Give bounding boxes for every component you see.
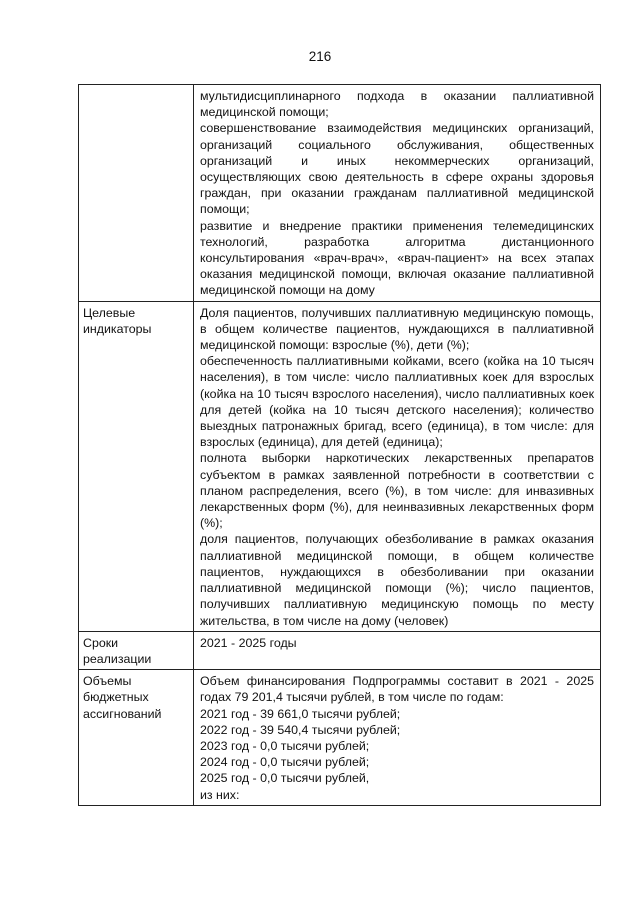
content-paragraph: 2023 год - 0,0 тысячи рублей; — [200, 738, 370, 753]
table-row — [79, 670, 601, 806]
content-paragraph: 2021 - 2025 годы — [200, 635, 297, 650]
row-label: Объемы бюджетных ассигнований — [79, 670, 194, 806]
content-paragraph: из них: — [200, 787, 240, 802]
row-content — [194, 85, 601, 302]
content-paragraph: Доля пациентов, получивших паллиативную медицинскую помощь, в общем количестве пациентов, нуждающихся в паллиативной медицинской помощи: взрослые (%), дети (%); — [200, 305, 594, 353]
content-paragraph: 2022 год - 39 540,4 тысячи рублей; — [200, 722, 401, 737]
table-row — [79, 85, 601, 302]
content-paragraph: 2025 год - 0,0 тысячи рублей, — [200, 771, 370, 786]
content-paragraph: Объем финансирования Подпрограммы составит в 2021 - 2025 годах 79 201,4 тысячи рублей, в том числе по годам: — [200, 674, 594, 705]
content-paragraph: 2024 год - 0,0 тысячи рублей; — [200, 755, 370, 770]
content-paragraph: полнота выборки наркотических лекарственных препаратов субъектом в рамках заявленной потребности в соответствии с планом распределения, всего (%), в том числе: для инвазивных лекарственных форм (%), для неинвазивных лекарственных форм (%); — [200, 451, 594, 531]
row-label: Сроки реализации — [79, 631, 194, 669]
table-row — [79, 301, 601, 631]
row-content — [194, 301, 601, 631]
row-content — [194, 670, 601, 806]
content-paragraph: доля пациентов, получающих обезболивание в рамках оказания паллиативной медицинской помощи, в общем количестве пациентов, нуждающихся в обезболивании при оказании паллиативной медицинской помощи (%); число пациентов, получивших паллиативную медицинскую помощь по месту жительства, в том числе на дому (человек) — [200, 532, 594, 628]
program-passport-table — [78, 84, 601, 806]
content-paragraph: развитие и внедрение практики применения телемедицинских технологий, разработка алгоритма дистанционного консультирования «врач-врач», «врач-пациент» на всех этапах оказания медицинской помощи, включая оказание паллиативной медицинской помощи на дому — [200, 218, 594, 298]
table-row — [79, 631, 601, 669]
row-content — [194, 631, 601, 669]
page-number: 216 — [308, 49, 332, 64]
content-paragraph: 2021 год - 39 661,0 тысячи рублей; — [200, 706, 401, 721]
content-paragraph: мультидисциплинарного подхода в оказании паллиативной медицинской помощи; — [200, 89, 594, 120]
row-label — [79, 85, 194, 302]
row-label: Целевые индикаторы — [79, 301, 194, 631]
content-paragraph: совершенствование взаимодействия медицинских организаций, организаций социального обслуживания, общественных организаций и иных некоммерческих организаций, осуществляющих свою деятельность в сфере охраны здоровья граждан, при оказании гражданам паллиативной медицинской помощи; — [200, 121, 594, 217]
content-paragraph: обеспеченность паллиативными койками, всего (койка на 10 тысяч населения), в том числе: число паллиативных коек для взрослых (койка на 10 тысяч взрослого населения), число паллиативных коек для детей (койка на 10 тысяч детского населения); количество выездных патронажных бригад, всего (единица), в том числе: для взрослых (единица), для детей (единица); — [200, 354, 594, 450]
